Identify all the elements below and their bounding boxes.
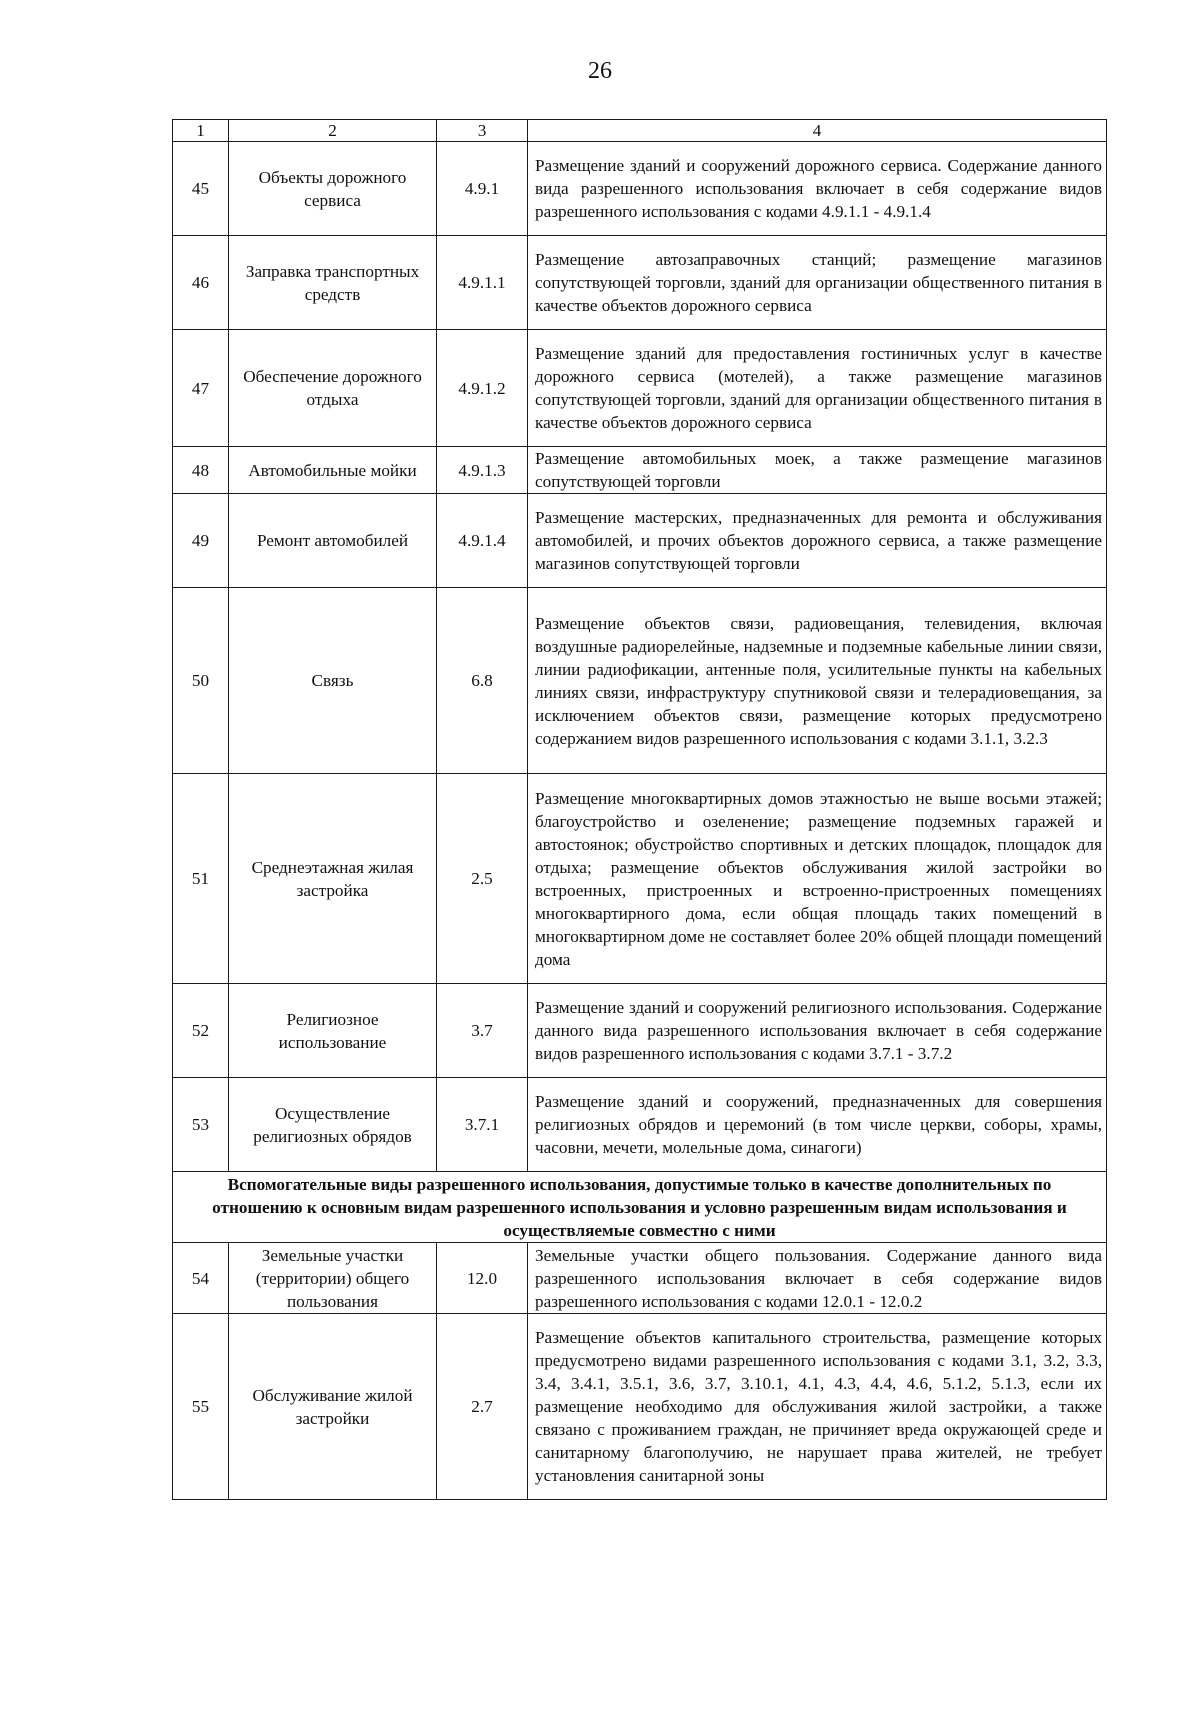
row-number: 46 xyxy=(173,236,229,330)
use-type-name: Среднеэтажная жилая застройка xyxy=(229,774,437,984)
use-type-name: Заправка транспортных средств xyxy=(229,236,437,330)
table-row xyxy=(173,330,1107,447)
table-row xyxy=(173,588,1107,774)
row-number: 50 xyxy=(173,588,229,774)
use-type-code: 4.9.1.1 xyxy=(437,236,528,330)
header-col-3: 3 xyxy=(437,120,528,142)
use-type-description: Размещение объектов капитального строительства, размещение которых предусмотрено видами разрешенного использования с кодами 3.1, 3.2, 3.3, 3.4, 3.4.1, 3.5.1, 3.6, 3.7, 3.10.1, 4.1, 4.3, 4.4, 4.6, 5.1.2, 5.1.3, если их размещение необходимо для обслуживания жилой застройки, а также связано с проживанием граждан, не причиняет вреда окружающей среде и санитарному благополучию, не нарушает права жителей, не требует установления санитарной зоны xyxy=(528,1314,1107,1500)
use-type-description: Размещение зданий для предоставления гостиничных услуг в качестве дорожного сервиса (мотелей), а также размещение магазинов сопутствующей торговли, зданий для организации общественного питания в качестве объектов дорожного сервиса xyxy=(528,330,1107,447)
use-type-name: Обеспечение дорожного отдыха xyxy=(229,330,437,447)
row-number: 48 xyxy=(173,447,229,494)
use-type-description: Размещение зданий и сооружений религиозного использования. Содержание данного вида разрешенного использования включает в себя содержание видов разрешенного использования с кодами 3.7.1 - 3.7.2 xyxy=(528,984,1107,1078)
use-type-code: 4.9.1.3 xyxy=(437,447,528,494)
use-type-name: Религиозное использование xyxy=(229,984,437,1078)
use-type-name: Обслуживание жилой застройки xyxy=(229,1314,437,1500)
use-type-description: Размещение зданий и сооружений, предназначенных для совершения религиозных обрядов и церемоний (в том числе церкви, соборы, храмы, часовни, мечети, молельные дома, синагоги) xyxy=(528,1078,1107,1172)
use-type-code: 2.7 xyxy=(437,1314,528,1500)
use-type-code: 2.5 xyxy=(437,774,528,984)
use-type-name: Осуществление религиозных обрядов xyxy=(229,1078,437,1172)
use-type-name: Земельные участки (территории) общего пользования xyxy=(229,1243,437,1314)
use-type-code: 4.9.1.2 xyxy=(437,330,528,447)
use-type-description: Земельные участки общего пользования. Содержание данного вида разрешенного использования включает в себя содержание видов разрешенного использования с кодами 12.0.1 - 12.0.2 xyxy=(528,1243,1107,1314)
use-type-description: Размещение автомобильных моек, а также размещение магазинов сопутствующей торговли xyxy=(528,447,1107,494)
table-row xyxy=(173,236,1107,330)
use-type-name: Объекты дорожного сервиса xyxy=(229,142,437,236)
use-type-description: Размещение мастерских, предназначенных для ремонта и обслуживания автомобилей, и прочих объектов дорожного сервиса, а также размещение магазинов сопутствующей торговли xyxy=(528,494,1107,588)
table-row xyxy=(173,774,1107,984)
table-header-row xyxy=(173,120,1107,142)
row-number: 45 xyxy=(173,142,229,236)
header-col-2: 2 xyxy=(229,120,437,142)
table-row xyxy=(173,494,1107,588)
use-type-code: 4.9.1 xyxy=(437,142,528,236)
row-number: 49 xyxy=(173,494,229,588)
use-type-code: 3.7.1 xyxy=(437,1078,528,1172)
row-number: 51 xyxy=(173,774,229,984)
row-number: 54 xyxy=(173,1243,229,1314)
use-type-code: 3.7 xyxy=(437,984,528,1078)
auxiliary-uses-heading: Вспомогательные виды разрешенного использования, допустимые только в качестве дополнительных по отношению к основным видам разрешенного использования и условно разрешенным видам использования и осуществляемые совместно с ними xyxy=(173,1172,1107,1243)
row-number: 53 xyxy=(173,1078,229,1172)
row-number: 55 xyxy=(173,1314,229,1500)
section-heading-row xyxy=(173,1172,1107,1243)
table-row xyxy=(173,1314,1107,1500)
land-use-table xyxy=(172,119,1107,1500)
header-col-4: 4 xyxy=(528,120,1107,142)
page-number: 26 xyxy=(588,58,612,84)
use-type-code: 4.9.1.4 xyxy=(437,494,528,588)
use-type-description: Размещение зданий и сооружений дорожного сервиса. Содержание данного вида разрешенного использования включает в себя содержание видов разрешенного использования с кодами 4.9.1.1 - 4.9.1.4 xyxy=(528,142,1107,236)
use-type-name: Ремонт автомобилей xyxy=(229,494,437,588)
table-row xyxy=(173,447,1107,494)
use-type-description: Размещение объектов связи, радиовещания, телевидения, включая воздушные радиорелейные, надземные и подземные кабельные линии связи, линии радиофикации, антенные поля, усилительные пункты на кабельных линиях связи, инфраструктуру спутниковой связи и телерадиовещания, за исключением объектов связи, размещение которых предусмотрено содержанием видов разрешенного использования с кодами 3.1.1, 3.2.3 xyxy=(528,588,1107,774)
use-type-name: Связь xyxy=(229,588,437,774)
use-type-description: Размещение многоквартирных домов этажностью не выше восьми этажей; благоустройство и озеленение; размещение подземных гаражей и автостоянок; обустройство спортивных и детских площадок, площадок для отдыха; размещение объектов обслуживания жилой застройки во встроенных, пристроенных и встроенно-пристроенных помещениях многоквартирного дома, если общая площадь таких помещений в многоквартирном доме не составляет более 20% общей площади помещений дома xyxy=(528,774,1107,984)
use-type-description: Размещение автозаправочных станций; размещение магазинов сопутствующей торговли, зданий для организации общественного питания в качестве объектов дорожного сервиса xyxy=(528,236,1107,330)
header-col-1: 1 xyxy=(173,120,229,142)
table-row xyxy=(173,1243,1107,1314)
use-type-name: Автомобильные мойки xyxy=(229,447,437,494)
table-row xyxy=(173,984,1107,1078)
table-row xyxy=(173,142,1107,236)
use-type-code: 6.8 xyxy=(437,588,528,774)
table-row xyxy=(173,1078,1107,1172)
row-number: 47 xyxy=(173,330,229,447)
use-type-code: 12.0 xyxy=(437,1243,528,1314)
row-number: 52 xyxy=(173,984,229,1078)
